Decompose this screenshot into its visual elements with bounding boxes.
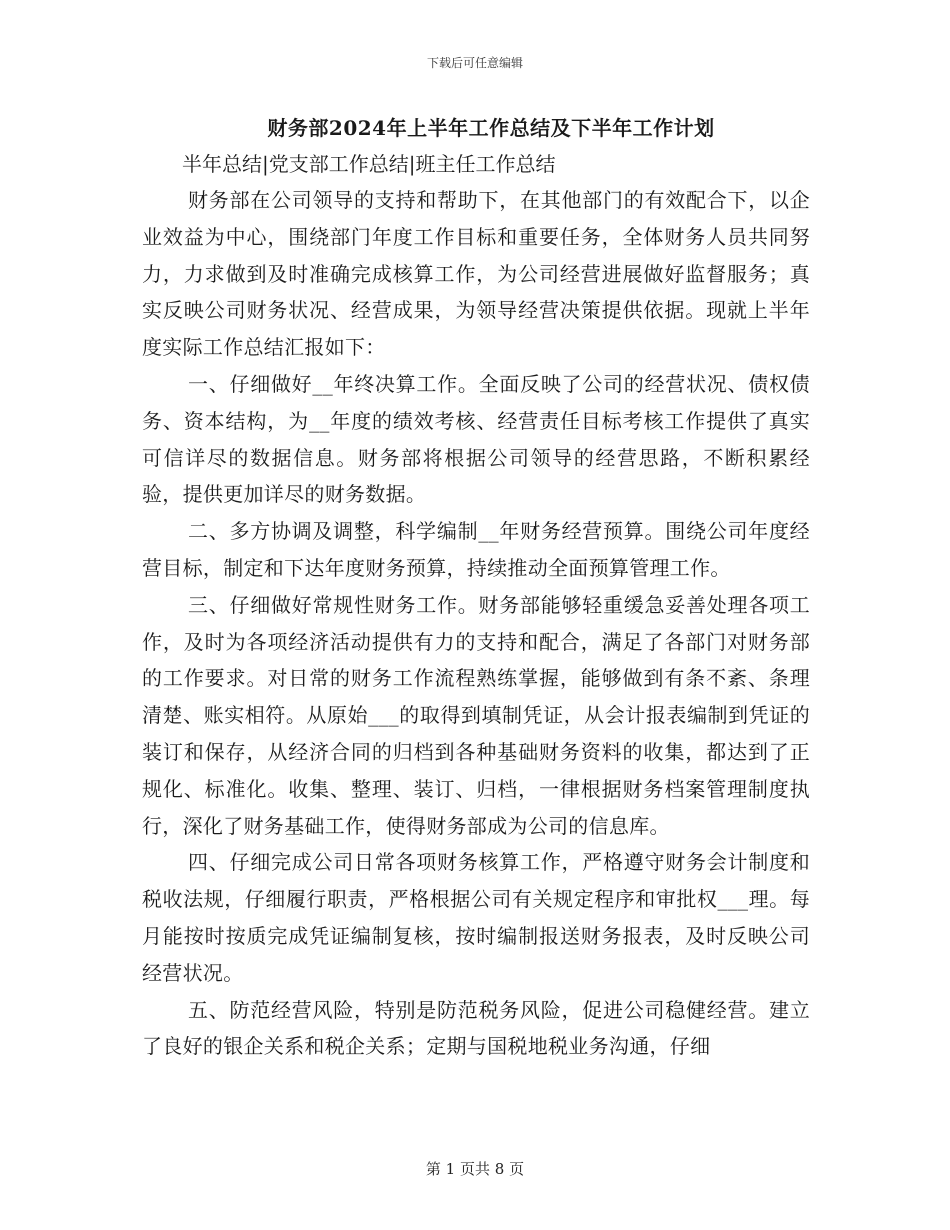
- document-title: 财务部2024年上半年工作总结及下半年工作计划: [267, 116, 715, 140]
- document-tags: 半年总结|党支部工作总结|班主任工作总结: [182, 152, 556, 176]
- paragraph-section-1: 一、仔细做好__年终决算工作。全面反映了公司的经营状况、债权债务、资本结构，为__年度的绩效考核、经营责任目标考核工作提供了真实可信详尽的数据信息。财务部将根据公司领导的经营思路，不断积累经验，提供更加详尽的财务数据。: [142, 371, 810, 507]
- page-number: 第 1 页共 8 页: [425, 1160, 525, 1178]
- paragraph-section-2: 二、多方协调及调整，科学编制__年财务经营预算。围绕公司年度经营目标，制定和下达年度财务预算，持续推动全面预算管理工作。: [142, 519, 810, 580]
- paragraph-section-3: 三、仔细做好常规性财务工作。财务部能够轻重缓急妥善处理各项工作，及时为各项经济活动提供有力的支持和配合，满足了各部门对财务部的工作要求。对日常的财务工作流程熟练掌握，能够做到有条不紊、条理清楚、账实相符。从原始___的取得到填制凭证，从会计报表编制到凭证的装订和保存，从经济合同的归档到各种基础财务资料的收集，都达到了正规化、标准化。收集、整理、装订、归档，一律根据财务档案管理制度执行，深化了财务基础工作，使得财务部成为公司的信息库。: [142, 592, 810, 838]
- page-header: 下载后可任意编辑: [426, 56, 523, 70]
- paragraph-section-5: 五、防范经营风险，特别是防范税务风险，促进公司稳健经营。建立了良好的银企关系和税企关系；定期与国税地税业务沟通，仔细: [142, 997, 810, 1059]
- paragraph-intro: 财务部在公司领导的支持和帮助下，在其他部门的有效配合下，以企业效益为中心，围绕部门年度工作目标和重要任务，全体财务人员共同努力，力求做到及时准确完成核算工作，为公司经营进展做好监督服务；真实反映公司财务状况、经营成果，为领导经营决策提供依据。现就上半年度实际工作总结汇报如下：: [142, 188, 810, 360]
- paragraph-section-4: 四、仔细完成公司日常各项财务核算工作，严格遵守财务会计制度和税收法规，仔细履行职责，严格根据公司有关规定程序和审批权___理。每月能按时按质完成凭证编制复核，按时编制报送财务报表，及时反映公司经营状况。: [142, 850, 810, 985]
- document-body: [142, 110, 810, 1065]
